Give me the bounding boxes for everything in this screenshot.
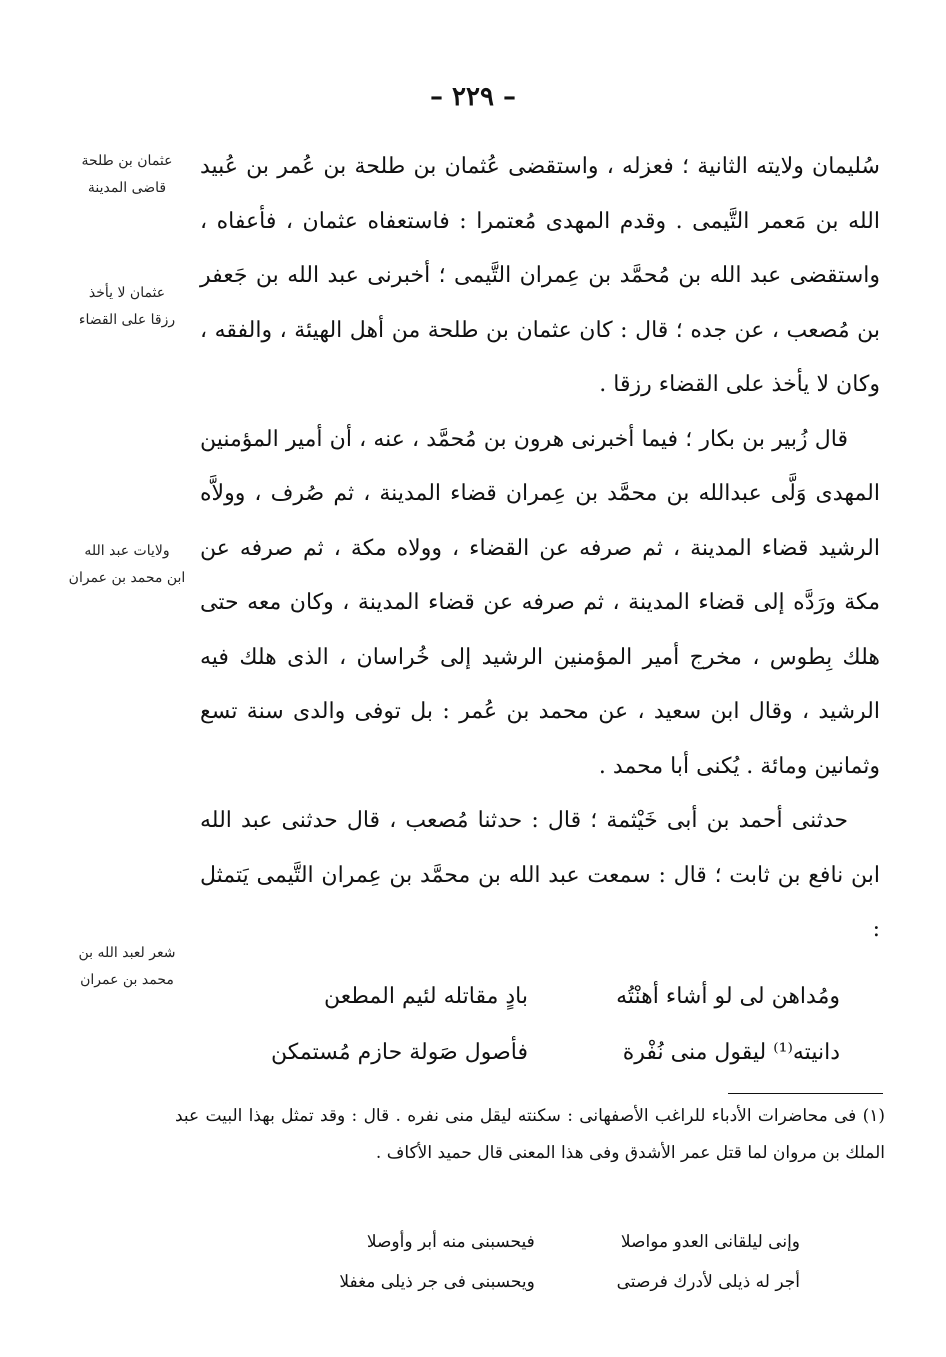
main-text [200, 140, 880, 958]
paragraph: حدثنى أحمد بن أبى خَيْثمة ؛ قال : حدثنا مُصعب ، قال حدثنى عبد الله ابن نافع بن ثابت ؛ قال : سمعت عبد الله بن محمَّد بن عِمران التَّيمى يَتمثل : [200, 808, 880, 942]
margin-note-poetry [62, 940, 192, 994]
paragraph: قال زُبير بن بكار ؛ فيما أخبرنى هرون بن مُحمَّد ، عنه ، أن أمير المؤمنين المهدى وَلَّى عبدالله بن محمَّد بن عِمران قضاء المدينة ، ثم صُرف ، وولاَّه الرشيد قضاء المدينة ، ثم صرفه عن القضاء ، وولاه مكة ، ثم صرفه عن مكة ورَدَّه إلى قضاء المدينة ، ثم صرفه عن قضاء المدينة ، وكان معه حتى هلك بِطوس ، مخرج أمير المؤمنين الرشيد إلى خُراسان ، الذى هلك فيه الرشيد ، وقال ابن سعيد ، عن محمد بن عُمر : بل توفى والدى سنة تسع وثمانين ومائة . يُكنى أبا محمد . [200, 426, 880, 779]
hemistich-first: ومُداهن لى لو أشاء أهنْتُه [616, 983, 840, 1009]
margin-note-line: رزقا على القضاء [78, 312, 176, 328]
margin-note-line: قاضى المدينة [87, 180, 167, 196]
hemistich-second: فيحسبنى منه أبر وأوصلا [366, 1232, 535, 1252]
footnote [175, 1098, 885, 1172]
margin-note-appointments [62, 538, 192, 592]
margin-note-line: عثمان بن طلحة [81, 153, 173, 169]
margin-note-line: عثمان لا يأخذ [88, 285, 166, 301]
hemistich-second: ويحسبنى فى جر ذيلى مغفلا [339, 1272, 535, 1292]
margin-note-line: ولايات عبد الله [84, 543, 170, 559]
verse-line [290, 1222, 800, 1262]
verse-line [240, 968, 840, 1024]
margin-note-salary [62, 280, 192, 334]
verse-line [290, 1262, 800, 1302]
paragraph: سُليمان ولايته الثانية ؛ فعزله ، واستقضى عُثمان بن طلحة بن عُمر بن عُبيد الله بن مَعمر التَّيمى . وقدم المهدى مُعتمرا : فاستعفاه عثمان ، فأعفاه ، واستقضى عبد الله بن مُحمَّد بن عِمران التَّيمى ؛ أخبرنى عبد الله بن جَعفر بن مُصعب ، عن جده ؛ قال : كان عثمان بن طلحة من أهل الهيئة ، والفقه ، وكان لا يأخذ على القضاء رزقا . [200, 154, 880, 397]
poem [240, 968, 840, 1080]
hemistich-second: فأصول صَولة حازم مُستمكن [271, 1039, 528, 1065]
margin-note-judge [62, 148, 192, 202]
hemistich-first: أجر له ذيلى لأدرك فرصتى [616, 1272, 800, 1292]
hemistich-second: بادٍ مقاتله لئيم المطعن [324, 983, 528, 1009]
footnote-text: (١) فى محاضرات الأدباء للراغب الأصفهانى : سكنته ليقل منى نفره . قال : وقد تمثل بهذا البيت عبد الملك بن مروان لما قتل عمر الأشدق وفى هذا المعنى قال حميد الأكاف . [175, 1106, 885, 1163]
hemistich-first: وإنى ليلقانى العدو مواصلا [620, 1232, 800, 1252]
footnote-poem [290, 1222, 800, 1302]
page-number: – ٢٢٩ – [429, 82, 517, 112]
margin-note-line: محمد بن عمران [80, 972, 174, 988]
margin-note-line: ابن محمد بن عمران [68, 570, 186, 586]
hemistich-first: دانيته⁽¹⁾ ليقول منى نُفْرة [622, 1039, 840, 1065]
verse-line [240, 1024, 840, 1080]
margin-note-line: شعر لعبد الله بن [78, 945, 176, 961]
footnote-separator [728, 1093, 883, 1094]
